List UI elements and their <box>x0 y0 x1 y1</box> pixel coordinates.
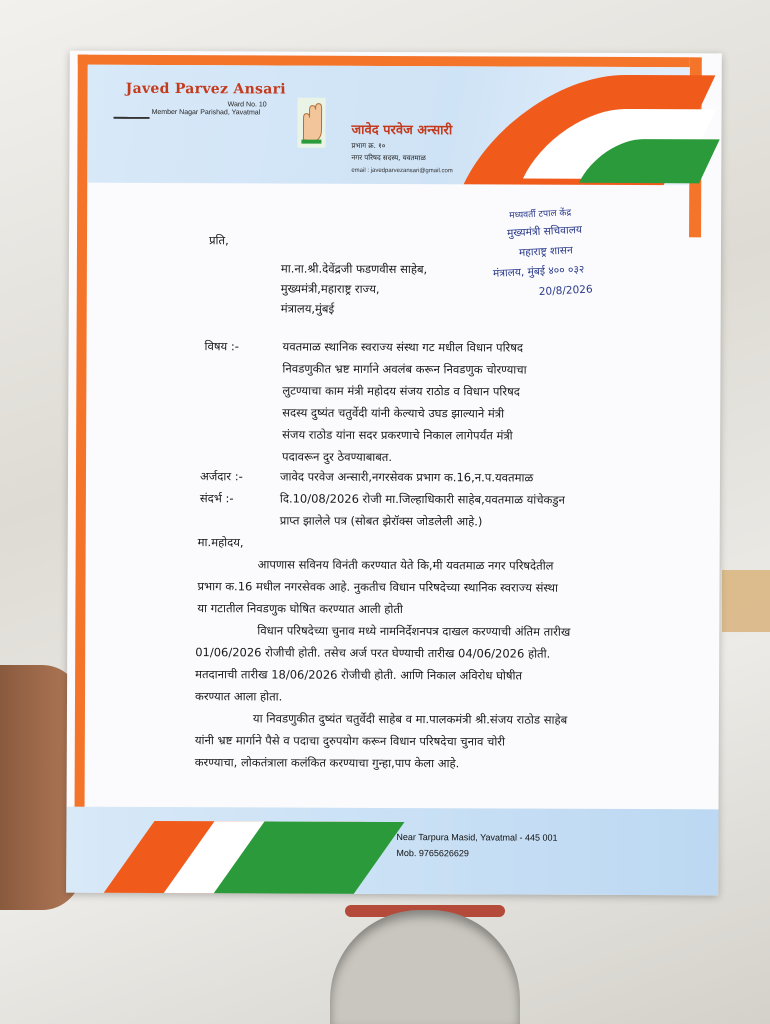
subject-line: लुटण्याचा काम मंत्री महोदय संजय राठोड व विधान परिषद <box>282 383 520 399</box>
paragraph-line: या निवडणुकीत दुष्यंत चतुर्वेदी साहेब व मा.पालकमंत्री श्री.संजय राठोड साहेब <box>252 711 568 727</box>
footer-address: Near Tarpura Masid, Yavatmal - 445 001 <box>396 832 558 843</box>
paragraph-line: करण्यात आला होता. <box>194 689 283 704</box>
subject-label: विषय :- <box>204 339 239 354</box>
footer-mobile: Mob. 9765626629 <box>396 848 469 859</box>
letterhead-name-en: Javed Parvez Ansari <box>125 80 286 98</box>
paragraph-line: यांनी भ्रष्ट मार्गाने पैसे व पदाचा दुरुपयोग करून विधान परिषदेचा चुनाव चोरी <box>194 733 506 749</box>
letterhead-rule <box>114 117 150 119</box>
stamp-line-2: मुख्यमंत्री सचिवालय <box>506 223 583 240</box>
subject-line: निवडणुकीत भ्रष्ट मार्गाने अवलंब करून निवडणुक चोरण्याचा <box>282 361 527 377</box>
stamp-line-4: मंत्रालय, मुंबई ४०० ०३२ <box>492 263 585 280</box>
paragraph-line: प्रभाग क.16 मधील नगरसेवक आहे. नुकतीच विधान परिषदेच्या स्थानिक स्वराज्य संस्था <box>197 579 559 595</box>
letterhead-email: email : javedparvezansari@gmail.com <box>351 167 453 175</box>
reference-line-1: दि.10/08/2026 रोजी मा.जिल्हाधिकारी साहेब,यवतमाळ यांचेकडुन <box>279 491 565 507</box>
orange-frame-left <box>74 55 87 841</box>
applicant-text: जावेद परवेज अन्सारी,नगरसेवक प्रभाग क.16,न.प.यवतमाळ <box>279 469 534 485</box>
hand-symbol-icon <box>291 96 331 152</box>
stamp-date: 20/8/2026 <box>538 283 593 299</box>
recipient-line-3: मंत्रालय,मुंबई <box>280 301 335 316</box>
recipient-line-1: मा.ना.श्री.देवेंद्रजी फडणवीस साहेब, <box>280 261 428 277</box>
letterhead-ward-mr: प्रभाग क्र. १० <box>351 141 386 150</box>
subject-line: यवतमाळ स्थानिक स्वराज्य संस्था गट मधील विधान परिषद <box>282 339 524 355</box>
letterhead-member: Member Nagar Parishad, Yavatmal <box>151 108 261 117</box>
letterhead-member-mr: नगर परिषद सदस्य, यवतमाळ <box>351 153 426 163</box>
subject-line: पदावरून दुर ठेवण्याबाबत. <box>282 449 393 464</box>
letterhead-name-mr: जावेद परवेज अन्सारी <box>351 122 453 139</box>
paragraph-line: विधान परिषदेच्या चुनाव मध्ये नामनिर्देशनपत्र दाखल करण्याची अंतिम तारीख <box>257 623 571 639</box>
paragraph-line: या गटातील निवडणुक घोषित करण्यात आली होती <box>197 601 403 617</box>
recipient-line-2: मुख्यमंत्री,महाराष्ट्र राज्य, <box>280 281 380 296</box>
subject-line: संजय राठोड यांना सदर प्रकरणाचे निकाल लागेपर्यंत मंत्री <box>282 427 513 443</box>
paragraph-line: 01/06/2026 रोजीची होती. तसेच अर्ज परत घेण्याची तारीख 04/06/2026 होती. <box>195 645 551 661</box>
letterhead-ward: Ward No. 10 <box>227 101 267 109</box>
stamp-line-1: मध्यवर्ती टपाल केंद्र <box>509 208 572 222</box>
paragraph-line: मतदानाची तारीख 18/06/2026 रोजीची होती. आणि निकाल अविरोध घोषीत <box>195 667 523 683</box>
paragraph-line: आपणास सविनय विनंती करण्यात येते कि,मी यवतमाळ नगर परिषदेतील <box>257 557 554 573</box>
tape-strip <box>722 570 770 632</box>
recipient-prati: प्रति, <box>208 233 229 248</box>
letter-page <box>66 51 722 896</box>
salutation: मा.महोदय, <box>197 535 244 550</box>
paragraph-line: करण्याचा, लोकतंत्राला कलंकित करण्याचा गुन्हा,पाप केला आहे. <box>194 755 460 771</box>
stamp-line-3: महाराष्ट्र शासन <box>518 244 574 259</box>
applicant-label: अर्जदार :- <box>199 469 243 484</box>
subject-line: सदस्य दुष्यंत चतुर्वेदी यांनी केल्याचे उघड झाल्याने मंत्री <box>282 405 505 421</box>
reference-line-2: प्राप्त झालेले पत्र (सोबत झेरॉक्स जोडलेली आहे.) <box>279 513 483 529</box>
reference-label: संदर्भ :- <box>199 491 234 506</box>
